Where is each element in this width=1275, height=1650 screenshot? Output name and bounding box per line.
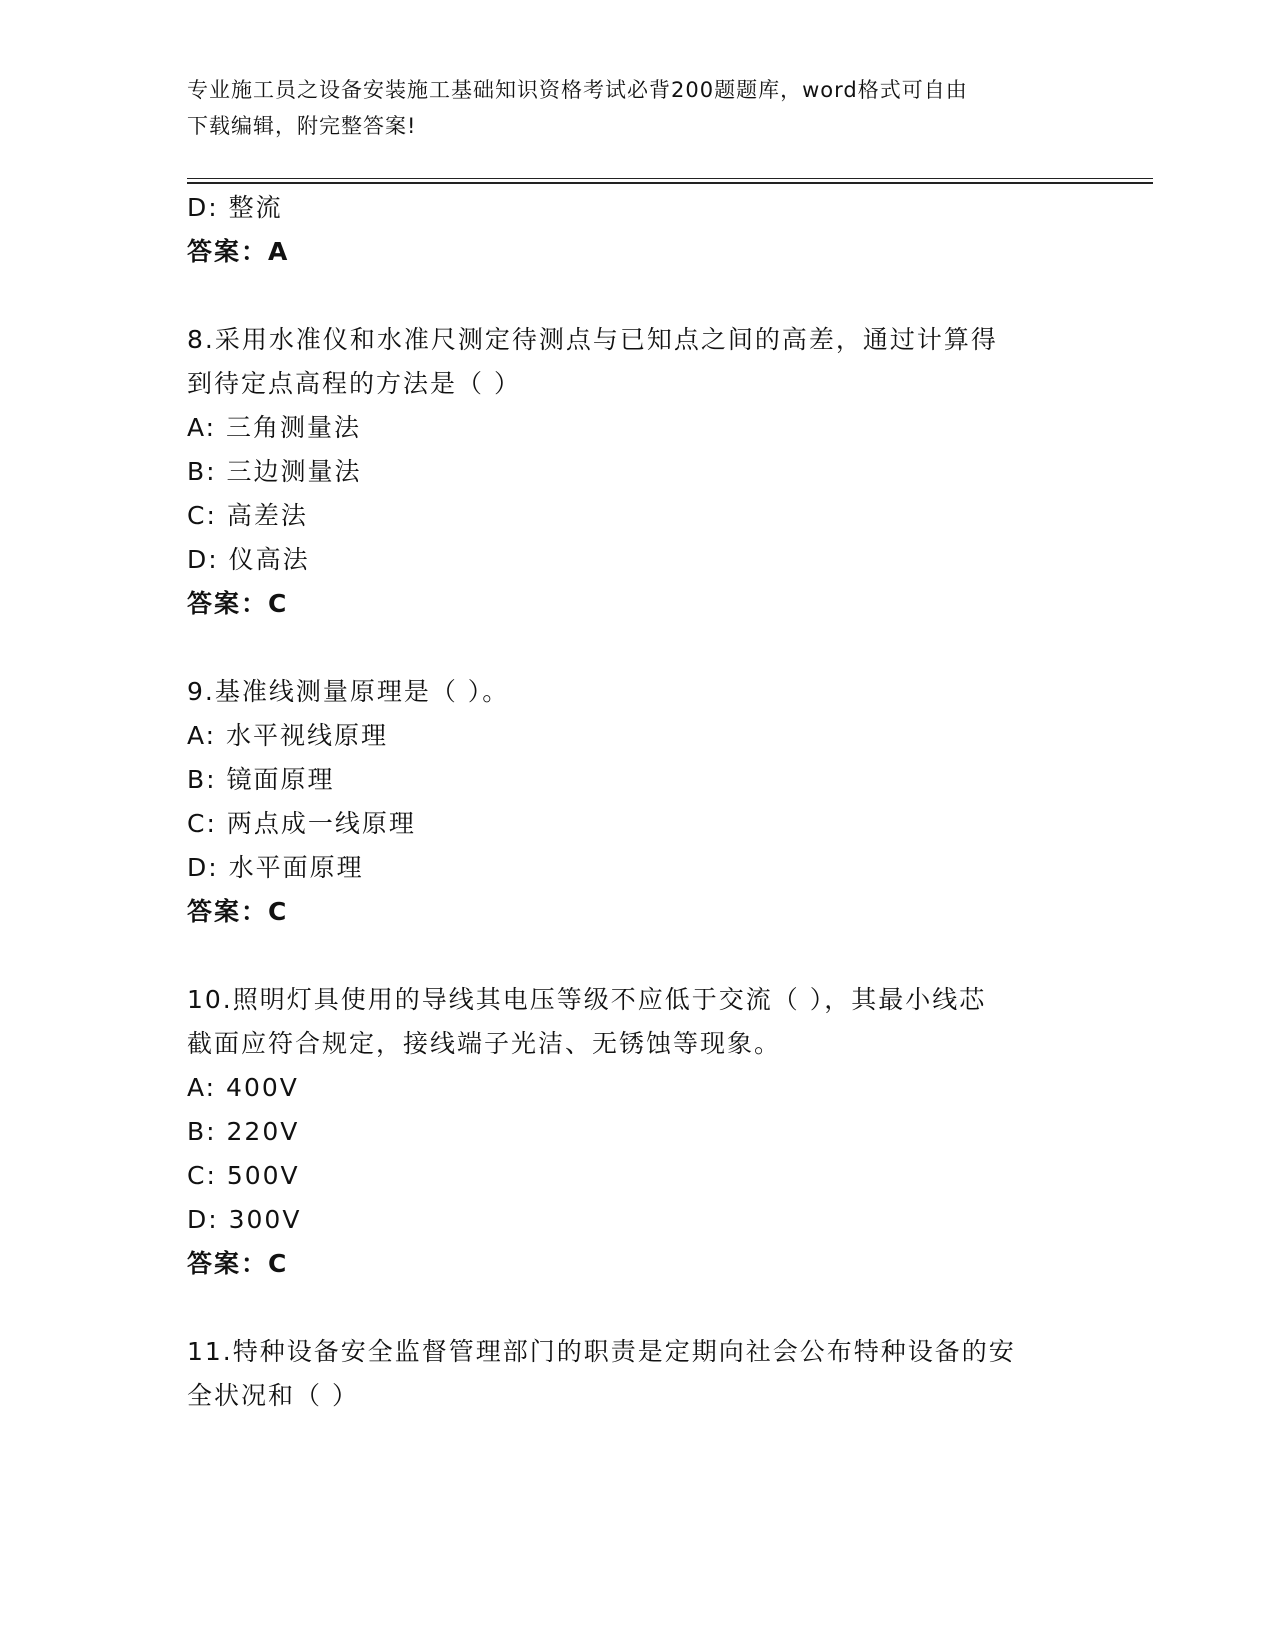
question-line: 全状况和（ ） <box>187 1381 359 1410</box>
question-line: 8.采用水准仪和水准尺测定待测点与已知点之间的高差，通过计算得 <box>187 325 998 354</box>
option-line: D: 整流 <box>187 193 283 222</box>
option-line: B: 镜面原理 <box>187 765 335 794</box>
answer-line: 答案：C <box>187 589 289 618</box>
option-line: A: 400V <box>187 1073 299 1102</box>
header-divider-thin <box>187 178 1153 179</box>
option-line: D: 300V <box>187 1205 302 1234</box>
document-header <box>187 72 1067 144</box>
option-line: A: 水平视线原理 <box>187 721 389 750</box>
answer-line: 答案：C <box>187 897 289 926</box>
header-line-1: 专业施工员之设备安装施工基础知识资格考试必背200题题库，word格式可自由 <box>187 78 968 102</box>
option-line: C: 500V <box>187 1161 300 1190</box>
option-line: B: 三边测量法 <box>187 457 362 486</box>
question-line: 到待定点高程的方法是（ ） <box>187 369 521 398</box>
header-line-2: 下载编辑，附完整答案! <box>187 114 417 138</box>
question-line: 10.照明灯具使用的导线其电压等级不应低于交流（ ），其最小线芯 <box>187 985 987 1014</box>
option-line: C: 两点成一线原理 <box>187 809 416 838</box>
option-line: B: 220V <box>187 1117 300 1146</box>
question-line: 9.基准线测量原理是（ ）。 <box>187 677 510 706</box>
option-line: D: 水平面原理 <box>187 853 364 882</box>
answer-line: 答案：C <box>187 1249 289 1278</box>
option-line: C: 高差法 <box>187 501 308 530</box>
option-line: D: 仪高法 <box>187 545 310 574</box>
question-line: 截面应符合规定，接线端子光洁、无锈蚀等现象。 <box>187 1029 782 1058</box>
answer-line: 答案：A <box>187 237 290 266</box>
header-divider-thick <box>187 182 1153 184</box>
question-line: 11.特种设备安全监督管理部门的职责是定期向社会公布特种设备的安 <box>187 1337 1016 1366</box>
option-line: A: 三角测量法 <box>187 413 362 442</box>
